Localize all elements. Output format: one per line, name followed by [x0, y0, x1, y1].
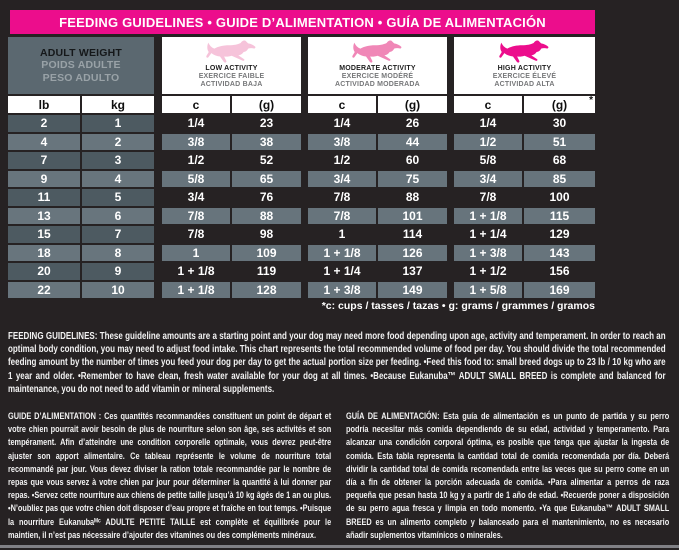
- amount-cell: 129: [549, 227, 570, 242]
- asterisk-marker: *: [589, 95, 593, 106]
- moderate-activity-label-en: MODERATE ACTIVITY: [339, 65, 416, 72]
- amount-cell: 137: [402, 264, 423, 279]
- amount-cell: 1 + 1/4: [323, 264, 361, 279]
- amount-cell: 44: [378, 134, 447, 151]
- weight-cell: 1: [82, 115, 154, 132]
- unit-header-cups: c: [454, 96, 522, 113]
- amount-cell: 7/8: [187, 227, 205, 242]
- unit-header-grams: [524, 96, 595, 113]
- low-activity-header: [162, 37, 301, 94]
- weight-cell: 5: [82, 189, 154, 206]
- amount-cell: 119: [256, 264, 277, 279]
- amount-cell: 1/2: [454, 134, 522, 151]
- unit-header-grams-label: (g): [551, 97, 568, 112]
- high-activity-label-es: ACTIVIDAD ALTA: [494, 81, 555, 88]
- amount-cell: 51: [524, 134, 595, 151]
- weight-cell: 7: [8, 152, 80, 169]
- amount-cell: 143: [524, 245, 595, 262]
- adult-weight-header: [8, 37, 154, 94]
- moderate-activity-label-es: ACTIVIDAD MODERADA: [335, 81, 420, 88]
- amount-cell: 88: [405, 190, 420, 205]
- amount-cell: 115: [524, 208, 595, 225]
- amount-cell: 76: [259, 190, 274, 205]
- running-dog-icon: [348, 40, 408, 64]
- amount-cell: 88: [232, 208, 301, 225]
- amount-cell: 26: [405, 116, 420, 131]
- amount-cell: 149: [378, 282, 447, 299]
- weight-cell: 4: [82, 171, 154, 188]
- unit-header-cups: c: [162, 96, 230, 113]
- adult-weight-label-en: ADULT WEIGHT: [39, 46, 123, 59]
- weight-cell: 3: [82, 152, 154, 169]
- amount-cell: 1 + 3/8: [454, 245, 522, 262]
- title-text: FEEDING GUIDELINES • GUIDE D’ALIMENTATION • GUÍA DE ALIMENTACIÓN: [59, 14, 546, 30]
- amount-cell: 7/8: [479, 190, 497, 205]
- moderate-activity-label-fr: EXERCICE MODÉRÉ: [341, 73, 414, 80]
- amount-cell: 30: [552, 116, 567, 131]
- amount-cell: 60: [405, 153, 420, 168]
- weight-cell: 9: [82, 263, 154, 280]
- amount-cell: 7/8: [333, 190, 351, 205]
- feeding-guidelines-paragraph-english: FEEDING GUIDELINES: These guideline amounts are a starting point and your dog may need more food depending upon age, activity and temperament. In order to reach an optimal body condition, you may need to adjust food intake. This chart represents the total recommended volume of food per day. You should divide the total recommended feeding amount by the number of times you feed your dog per day to get the actual portion size per feeding. •Feed this food to: small breed dogs up to 23 lb / 10 kg who are 1 year and older. •Remember to have clean, fresh water available for your dog at all times. •Because Eukanuba™ ADULT SMALL BREED is complete and balanced for maintenance, you do not need to add vitamin or mineral supplements.: [8, 331, 666, 395]
- unit-header-grams: (g): [378, 96, 447, 113]
- amount-cell: 114: [402, 227, 423, 242]
- amount-cell: 3/8: [308, 134, 376, 151]
- weight-cell: 4: [8, 134, 80, 151]
- amount-cell: 65: [232, 171, 301, 188]
- units-footnote: *c: cups / tasses / tazas • g: grams / grammes / gramos: [321, 300, 595, 312]
- amount-cell: 101: [378, 208, 447, 225]
- amount-cell: 98: [259, 227, 274, 242]
- high-activity-header: [454, 37, 595, 94]
- amount-cell: 85: [524, 171, 595, 188]
- weight-cell: 9: [8, 171, 80, 188]
- unit-header-lb: lb: [8, 96, 80, 113]
- amount-cell: 3/4: [454, 171, 522, 188]
- amount-cell: 1 + 1/8: [308, 245, 376, 262]
- amount-cell: 100: [549, 190, 570, 205]
- amount-cell: 75: [378, 171, 447, 188]
- unit-header-kg: kg: [82, 96, 154, 113]
- amount-cell: 1/2: [187, 153, 205, 168]
- amount-cell: 1 + 5/8: [454, 282, 522, 299]
- running-dog-icon: [202, 40, 262, 64]
- high-activity-label-fr: EXERCICE ÉLEVÉ: [492, 73, 557, 80]
- weight-cell: 6: [82, 208, 154, 225]
- moderate-activity-header: [308, 37, 447, 94]
- low-activity-label-fr: EXERCICE FAIBLE: [198, 73, 265, 80]
- amount-cell: 1 + 1/8: [162, 282, 230, 299]
- amount-cell: 3/4: [187, 190, 205, 205]
- amount-cell: 3/8: [162, 134, 230, 151]
- amount-cell: 1 + 1/2: [469, 264, 507, 279]
- weight-cell: 7: [82, 226, 154, 243]
- feeding-guidelines-paragraph-french: GUIDE D’ALIMENTATION : Ces quantités recommandées constituent un point de départ et votre chien pourrait avoir besoin de plus de nourriture selon son âge, ses activités et son tempérament. Afin d’atteindre une condition corporelle optimale, vous devrez peut-être ajuster son apport alimentaire. Ce tableau représente le volume de nourriture total recommandé par jour. Vous devez diviser la ration totale recommandée par le nombre de repas que vous servez à votre chien par jour pour déterminer la quantité à lui donner par repas. •Servez cette nourriture aux chiens de petite taille jusqu’à 10 kg âgés de 1 an ou plus. •N’oubliez pas que votre chien doit disposer d’eau propre et fraîche en tout temps. •Puisque la nourriture Eukanubaᴹᶜ ADULTE PETITE TAILLE est complète et équilibrée pour le maintien, il n’est pas nécessaire d’ajouter des vitamines ou des compléments minéraux.: [8, 411, 332, 540]
- weight-cell: 20: [8, 263, 80, 280]
- adult-weight-label-fr: POIDS ADULTE: [41, 59, 121, 72]
- amount-cell: 38: [232, 134, 301, 151]
- amount-cell: 7/8: [162, 208, 230, 225]
- amount-cell: 1 + 3/8: [308, 282, 376, 299]
- amount-cell: 1/4: [333, 116, 351, 131]
- amount-cell: 1/2: [333, 153, 351, 168]
- weight-cell: 15: [8, 226, 80, 243]
- amount-cell: 5/8: [162, 171, 230, 188]
- amount-cell: 52: [259, 153, 274, 168]
- amount-cell: 7/8: [308, 208, 376, 225]
- amount-cell: 126: [378, 245, 447, 262]
- weight-cell: 2: [82, 134, 154, 151]
- weight-cell: 22: [8, 282, 80, 299]
- low-activity-label-en: LOW ACTIVITY: [205, 65, 258, 72]
- weight-cell: 10: [82, 282, 154, 299]
- amount-cell: 109: [232, 245, 301, 262]
- weight-cell: 2: [8, 115, 80, 132]
- feeding-table: [8, 37, 595, 298]
- amount-cell: 3/4: [308, 171, 376, 188]
- amount-cell: 1: [162, 245, 230, 262]
- bottom-edge-strip: [0, 545, 679, 548]
- weight-cell: 13: [8, 208, 80, 225]
- weight-cell: 8: [82, 245, 154, 262]
- weight-cell: 18: [8, 245, 80, 262]
- adult-weight-label-es: PESO ADULTO: [42, 71, 120, 84]
- amount-cell: 68: [552, 153, 567, 168]
- amount-cell: 1: [338, 227, 346, 242]
- feeding-guidelines-paragraph-spanish: GUÍA DE ALIMENTACIÓN: Esta guía de alimentación es un punto de partida y su perro podría necesitar más comida dependiendo de su edad, actividad y temperamento. Para alcanzar una condición corporal óptima, es posible que tenga que ajustar la ingesta de comida. Esta tabla representa la cantidad total de comida recomendada por día. Deberá dividir la cantidad total de comida recomendada entre las veces que su perro come en un día a fin de obtener la porción adecuada de comida. •Para alimentar a perros de raza pequeña que pesan hasta 10 kg y a partir de 1 año de edad. •Recuerde poner a disposición de su perro agua fresca y limpia en todo momento. •Ya que Eukanuba™ ADULT SMALL BREED es un alimento completo y balanceado para el mantenimiento, no es necesario añadir suplementos vitamínicos o minerales.: [346, 411, 670, 540]
- high-activity-label-en: HIGH ACTIVITY: [497, 65, 552, 72]
- unit-header-grams: (g): [232, 96, 301, 113]
- low-activity-label-es: ACTIVIDAD BAJA: [200, 81, 263, 88]
- weight-cell: 11: [8, 189, 80, 206]
- amount-cell: 23: [259, 116, 274, 131]
- amount-cell: 1 + 1/8: [454, 208, 522, 225]
- amount-cell: 1/4: [187, 116, 205, 131]
- amount-cell: 1 + 1/4: [469, 227, 507, 242]
- amount-cell: 128: [232, 282, 301, 299]
- amount-cell: 5/8: [479, 153, 497, 168]
- amount-cell: 1 + 1/8: [177, 264, 215, 279]
- amount-cell: 1/4: [479, 116, 497, 131]
- amount-cell: 169: [524, 282, 595, 299]
- amount-cell: 156: [549, 264, 570, 279]
- feeding-guidelines-title-bar: [10, 10, 595, 34]
- running-dog-icon: [495, 40, 555, 64]
- unit-header-cups: c: [308, 96, 376, 113]
